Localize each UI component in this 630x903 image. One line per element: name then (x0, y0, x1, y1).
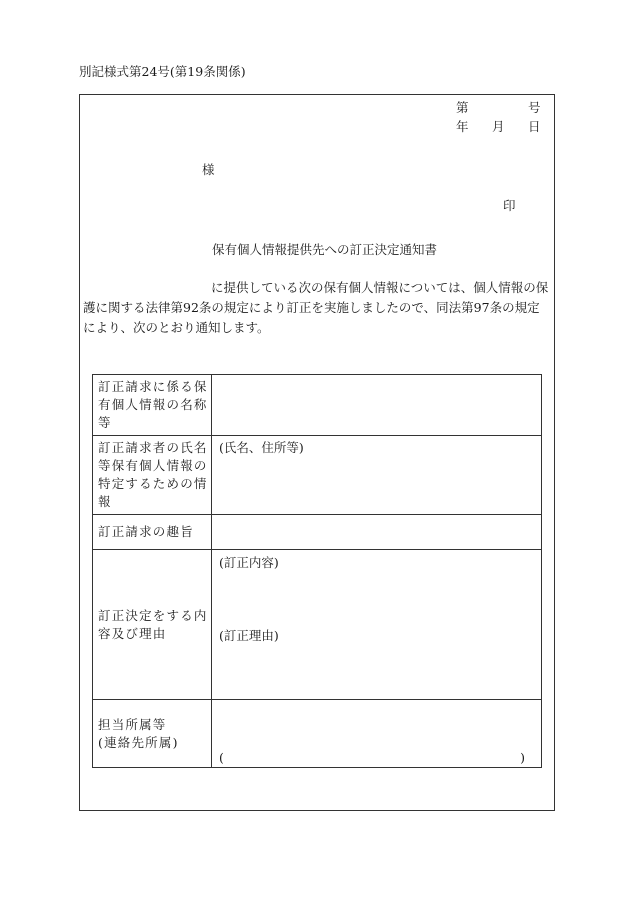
table-row (93, 375, 542, 436)
table-row (93, 515, 542, 550)
correction-reason-hint: (訂正理由) (219, 628, 279, 643)
row-value-info-name (212, 375, 542, 436)
table-row (93, 700, 542, 768)
information-table (92, 374, 542, 768)
row-label-department (93, 700, 212, 768)
row-label-request-purpose: 訂正請求の趣旨 (93, 515, 212, 550)
table-row (93, 550, 542, 700)
date-month: 月 (492, 119, 505, 134)
body-paragraph (83, 278, 551, 338)
row-value-decision (212, 550, 542, 700)
contact-close-paren: ) (520, 750, 525, 765)
number-suffix: 号 (528, 100, 541, 115)
row-label-info-name: 訂正請求に係る保有個人情報の名称等 (93, 375, 212, 436)
date-day: 日 (528, 119, 541, 134)
form-number: 別記様式第24号(第19条関係) (79, 64, 246, 79)
requester-hint: (氏名、住所等) (219, 440, 304, 455)
seal-mark: 印 (503, 198, 516, 213)
contact-open-paren: ( (219, 750, 224, 765)
row-value-request-purpose (212, 515, 542, 550)
correction-content-hint: (訂正内容) (219, 555, 279, 570)
table-row (93, 436, 542, 515)
row-label-decision: 訂正決定をする内容及び理由 (93, 550, 212, 700)
department-label: 担当所属等 (98, 716, 167, 732)
contact-label: (連絡先所属) (98, 734, 179, 750)
row-label-requester: 訂正請求者の氏名等保有個人情報の特定するための情報 (93, 436, 212, 515)
number-prefix: 第 (456, 100, 469, 115)
document-title: 保有個人情報提供先への訂正決定通知書 (212, 242, 438, 257)
row-value-department (212, 700, 542, 768)
body-text: に提供している次の保有個人情報については、個人情報の保護に関する法律第92条の規定により訂正を実施しましたので、同法第97条の規定により、次のとおり通知します。 (83, 280, 549, 335)
row-value-requester (212, 436, 542, 515)
date-year: 年 (456, 119, 469, 134)
addressee-suffix: 様 (202, 162, 215, 177)
